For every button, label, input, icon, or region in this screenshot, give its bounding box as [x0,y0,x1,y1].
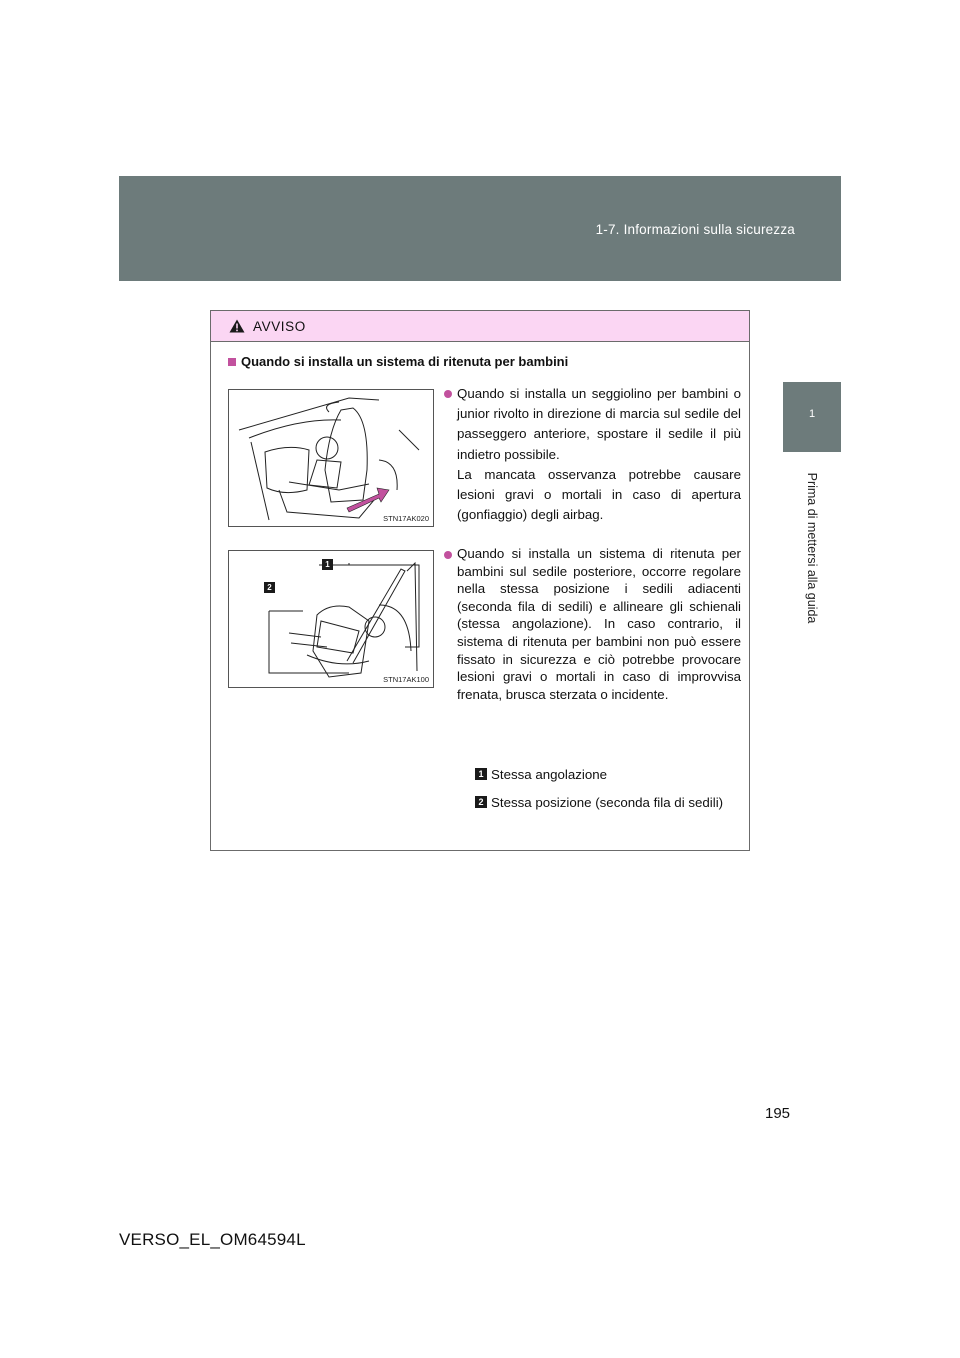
warning-triangle-icon [229,319,245,333]
front-seat-illustration [229,390,433,526]
warning-header [211,311,749,342]
item-text: Quando si installa un sistema di ritenuta per bambini sul sedile posteriore, occorre regolare nella stessa posizione i sedili adiacenti (seconda fila di sedili) e allineare gli schienali (stessa angolazione). In caso contrario, il sistema di ritenuta per bambini non può essere fissato in sicurezza e ciò potrebbe provocare lesioni gravi o mortali in caso di improvvisa frenata, brusca sterzata o incidente. [457,546,741,702]
legend-label: Stessa posizione (seconda fila di sedili) [491,795,724,810]
warning-title: AVVISO [253,318,306,334]
callout-2-badge: 2 [264,582,275,593]
square-bullet-icon [228,358,236,366]
callout-1-badge: 1 [322,559,333,570]
legend-item-2 [475,793,741,813]
subheading-text: Quando si installa un sistema di ritenuta per bambini [241,354,569,369]
bullet-item-front-seat [457,384,741,525]
figure-rear-seat [228,550,434,688]
figure-code: STN17AK020 [383,514,429,523]
legend-number-badge: 2 [475,796,487,808]
item-text: Quando si installa un seggiolino per bambini o junior rivolto in direzione di marcia sul sedile del passeggero anteriore, spostare il sedile il più indietro possibile. [457,386,741,462]
page-number: 195 [765,1105,791,1122]
warning-box [210,310,750,851]
header-band [119,176,841,281]
warning-subheading [228,354,568,369]
chapter-number: 1 [808,408,816,420]
chapter-label: Prima di mettersi alla guida [805,472,819,624]
chapter-tab [783,382,841,452]
figure-code: STN17AK100 [383,675,429,684]
figure-front-seat [228,389,434,527]
item-text-continued: La mancata osservanza potrebbe causare lesioni gravi o mortali in caso di apertura (gonfiaggio) degli airbag. [457,466,741,523]
rear-seat-illustration [229,551,433,687]
legend-item-1 [475,765,741,785]
legend-label: Stessa angolazione [491,767,608,782]
section-title: 1-7. Informazioni sulla sicurezza [595,222,795,237]
legend-number-badge: 1 [475,768,487,780]
round-bullet-icon [444,551,452,559]
bullet-item-rear-seat [457,545,741,703]
document-code: VERSO_EL_OM64594L [119,1230,306,1249]
round-bullet-icon [444,390,452,398]
